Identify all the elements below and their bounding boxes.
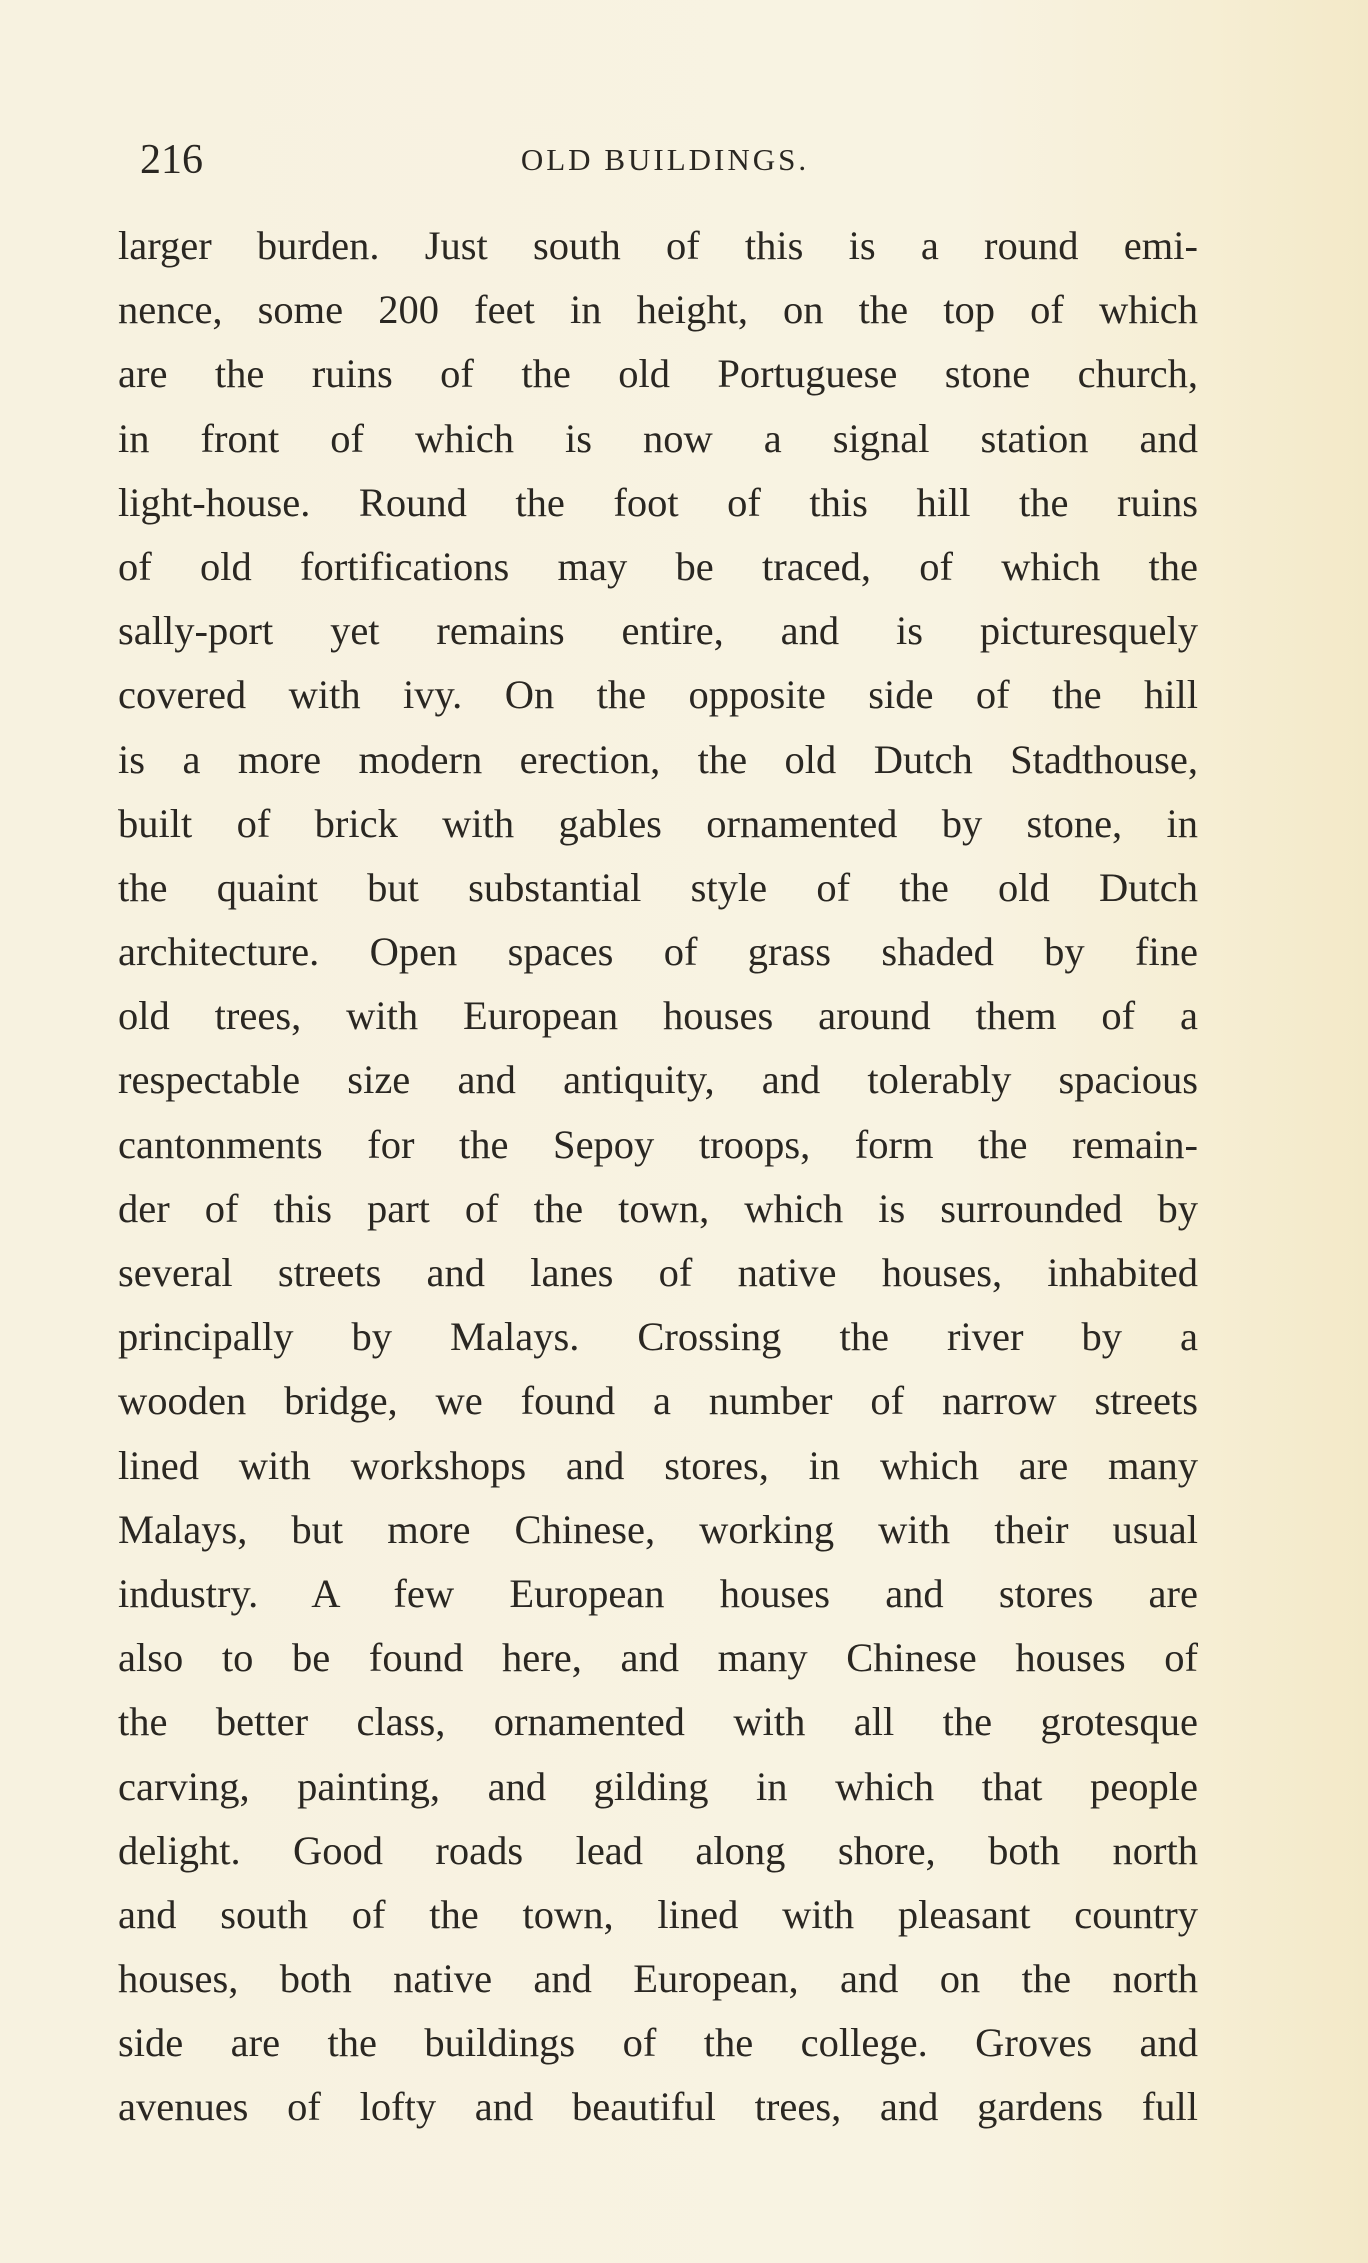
text-line: old trees, with European houses around them of a: [118, 993, 1198, 1039]
text-line: and south of the town, lined with pleasant country: [118, 1891, 1198, 1937]
text-line: der of this part of the town, which is surrounded by: [118, 1185, 1198, 1231]
text-line: nence, some 200 feet in height, on the top of which: [118, 287, 1198, 333]
text-line: light-house. Round the foot of this hill the ruins: [118, 479, 1198, 525]
text-line: of old fortifications may be traced, of which the: [118, 543, 1198, 589]
page-header: [140, 130, 1190, 190]
text-line: is a more modern erection, the old Dutch Stadthouse,: [118, 736, 1198, 782]
page-number: 216: [140, 137, 203, 183]
text-line: wooden bridge, we found a number of narrow streets: [118, 1378, 1198, 1424]
text-line: also to be found here, and many Chinese houses of: [118, 1635, 1198, 1681]
text-line: carving, painting, and gilding in which that people: [118, 1763, 1198, 1809]
text-line: cantonments for the Sepoy troops, form the remain-: [118, 1121, 1198, 1167]
text-line: industry. A few European houses and stores are: [118, 1570, 1198, 1616]
text-line: architecture. Open spaces of grass shaded by fine: [118, 929, 1198, 975]
text-line: avenues of lofty and beautiful trees, and gardens full: [118, 2084, 1198, 2130]
text-line: lined with workshops and stores, in which are many: [118, 1442, 1198, 1488]
text-line: built of brick with gables ornamented by stone, in: [118, 800, 1198, 846]
running-head: OLD BUILDINGS.: [520, 142, 810, 177]
text-line: Malays, but more Chinese, working with their usual: [118, 1506, 1198, 1552]
text-line: covered with ivy. On the opposite side of the hill: [118, 672, 1198, 718]
text-line: respectable size and antiquity, and tolerably spacious: [118, 1057, 1198, 1103]
text-line: larger burden. Just south of this is a round emi-: [118, 223, 1198, 268]
text-line: principally by Malays. Crossing the river by a: [118, 1314, 1198, 1360]
body-text: [118, 214, 1198, 2140]
text-line: the better class, ornamented with all the grotesque: [118, 1699, 1198, 1745]
text-line: several streets and lanes of native houses, inhabited: [118, 1250, 1198, 1295]
text-line: in front of which is now a signal station and: [118, 415, 1198, 461]
text-line: side are the buildings of the college. Groves and: [118, 2020, 1198, 2066]
text-line: sally-port yet remains entire, and is picturesquely: [118, 608, 1198, 654]
text-line: are the ruins of the old Portuguese stone church,: [118, 351, 1198, 397]
text-line: houses, both native and European, and on the north: [118, 1956, 1198, 2002]
text-line: delight. Good roads lead along shore, both north: [118, 1827, 1198, 1873]
text-line: the quaint but substantial style of the old Dutch: [118, 864, 1198, 910]
